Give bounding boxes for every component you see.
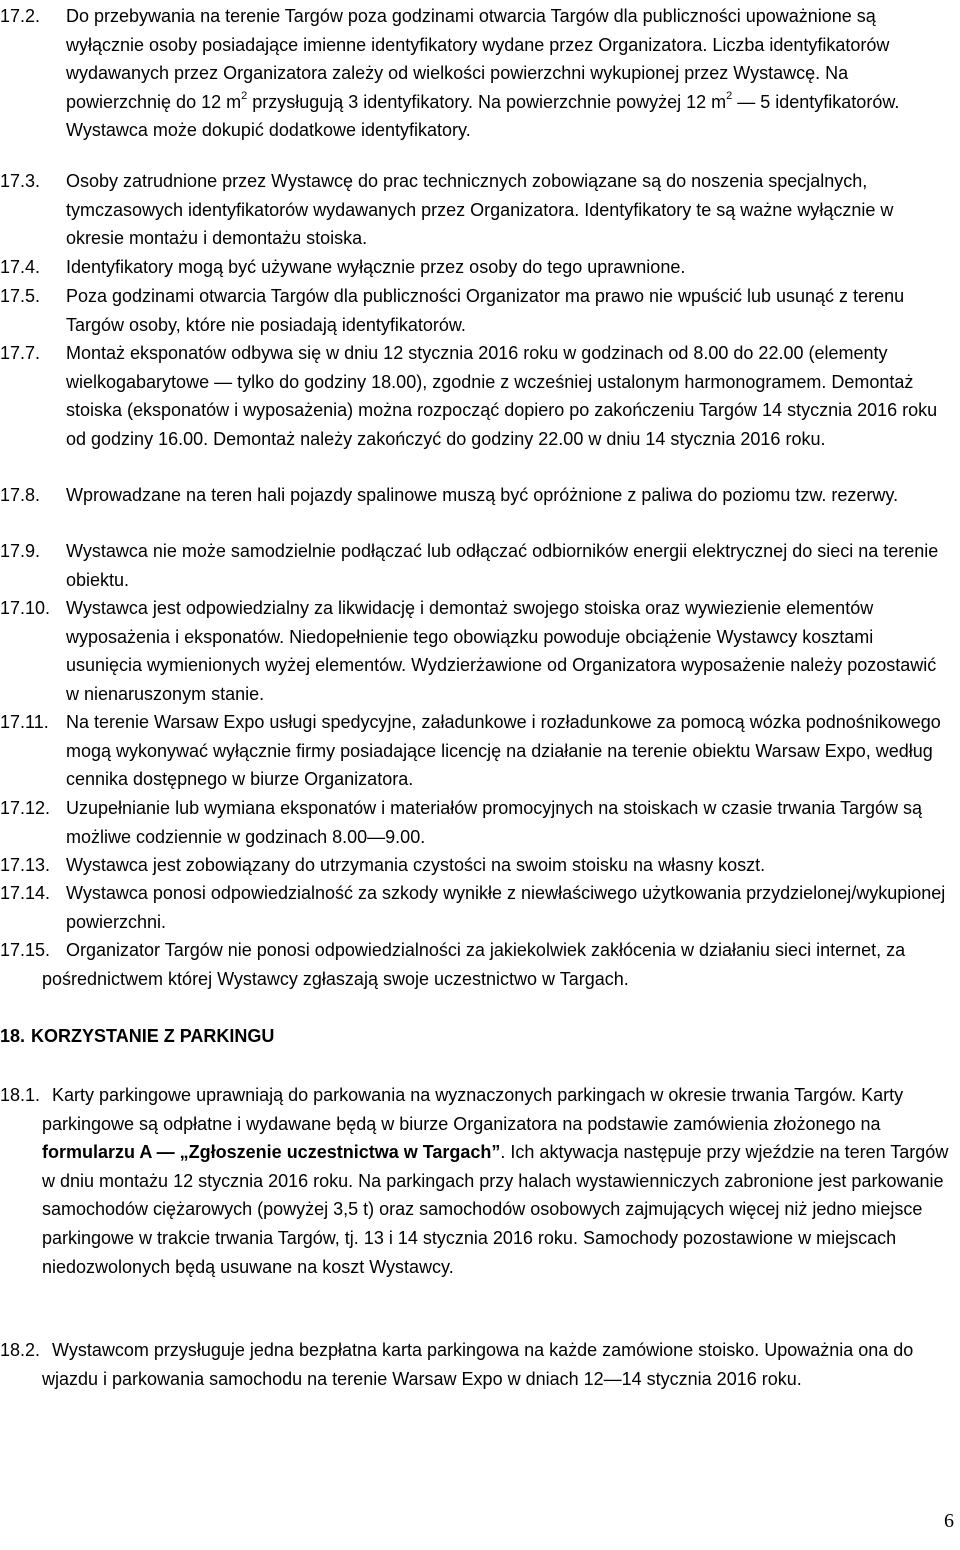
clause-17-5 [0,282,952,339]
clause-text: Montaż eksponatów odbywa się w dniu 12 stycznia 2016 roku w godzinach od 8.00 do 22.00 (elementy wielkogabarytowe — tylko do godziny 18.00), zgodnie z wcześniej ustalonym harmonogramem. Demontaż stoiska (eksponatów i wyposażenia) można rozpocząć dopiero po zakończeniu Targów 14 stycznia 2016 roku od godziny 16.00. Demontaż należy zakończyć do godziny 22.00 w dniu 14 stycznia 2016 roku. [66,343,938,449]
clause-17-4 [0,253,952,282]
clause-text: Karty parkingowe uprawniają do parkowania na wyznaczonych parkingach w okresie trwania Targów. Karty parkingowe są odpłatne i wydawane będą w biurze Organizatora na podstawie zamówienia złożonego na formularzu A — „Zgłoszenie uczestnictwa w Targach”. Ich aktywacja następuje przy wjeździe na teren Targów w dniu montażu 12 stycznia 2016 roku. Na parkingach przy halach wystawienniczych zabronione jest parkowanie samochodów ciężarowych (powyżej 3,5 t) oraz samochodów osobowych zajmujących więcej niż jedno miejsce parkingowe w trakcie trwania Targów, tj. 13 i 14 stycznia 2016 roku. Samochody pozostawione w miejscach niedozwolonych będą usuwane na koszt Wystawcy. [42,1085,949,1277]
clause-number: 18.2. [0,1340,41,1360]
clause-text: Wystawca nie może samodzielnie podłączać lub odłączać odbiorników energii elektrycznej do sieci na terenie obiektu. [66,541,939,590]
clause-17-14 [0,879,952,936]
clause-text: Na terenie Warsaw Expo usługi spedycyjne, załadunkowe i rozładunkowe za pomocą wózka podnośnikowego mogą wykonywać wyłącznie firmy posiadające licencję na działanie na terenie obiektu Warsaw Expo, według cennika dostępnego w biurze Organizatora. [66,712,941,790]
clause-17-9 [0,537,952,594]
clause-text: Poza godzinami otwarcia Targów dla publiczności Organizator ma prawo nie wpuścić lub usunąć z terenu Targów osoby, które nie posiadają identyfikatorów. [66,286,905,335]
clause-text: Wystawca jest odpowiedzialny za likwidację i demontaż swojego stoiska oraz wywiezienie elementów wyposażenia i eksponatów. Niedopełnienie tego obowiązku powoduje obciążenie Wystawcy kosztami usunięcia wymienionych wyżej elementów. Wydzierżawione od Organizatora wyposażenie należy pozostawić w nienaruszonym stanie. [66,598,937,704]
clause-number: 17.15. [0,940,51,960]
clause-18-2 [0,1336,952,1393]
clause-number: 17.8. [0,485,41,505]
superscript: 2 [241,89,248,102]
clause-number: 17.14. [0,883,51,903]
clause-text: Wystawca ponosi odpowiedzialność za szkody wynikłe z niewłaściwego użytkowania przydzielonej/wykupionej powierzchni. [66,883,946,932]
clause-number: 17.2. [0,6,41,26]
clause-17-7 [0,339,952,453]
section-heading [0,1022,274,1050]
clause-17-10 [0,594,952,708]
clause-number: 18.1. [0,1085,41,1105]
clause-text: Osoby zatrudnione przez Wystawcę do prac technicznych zobowiązane są do noszenia specjalnych, tymczasowych identyfikatorów wydawanych przez Organizatora. Identyfikatory te są ważne wyłącznie w okresie montażu i demontażu stoiska. [66,171,894,249]
form-reference: formularzu A — „Zgłoszenie uczestnictwa w Targach” [42,1142,501,1163]
clause-17-2 [0,2,952,145]
section-number: 18. [0,1026,26,1046]
page-number: 6 [944,1510,954,1532]
clause-number: 17.7. [0,343,41,363]
clause-number: 17.10. [0,598,51,618]
clause-text: Uzupełnianie lub wymiana eksponatów i materiałów promocyjnych na stoiskach w czasie trwania Targów są możliwe codziennie w godzinach 8.00—9.00. [66,798,923,847]
clause-text: Wystawca jest zobowiązany do utrzymania czystości na swoim stoisku na własny koszt. [66,855,766,875]
clause-text: Wprowadzane na teren hali pojazdy spalinowe muszą być opróżnione z paliwa do poziomu tzw. rezerwy. [66,485,899,505]
clause-number: 17.12. [0,798,51,818]
clause-17-12 [0,794,952,851]
clause-number: 17.9. [0,541,41,561]
clause-text: Identyfikatory mogą być używane wyłącznie przez osoby do tego uprawnione. [66,257,686,277]
clause-text: Wystawcom przysługuje jedna bezpłatna karta parkingowa na każde zamówione stoisko. Upoważnia ona do wjazdu i parkowania samochodu na terenie Warsaw Expo w dniach 12—14 stycznia 2016 roku. [42,1340,914,1389]
clause-17-11 [0,708,952,794]
clause-text: Do przebywania na terenie Targów poza godzinami otwarcia Targów dla publiczności upoważnione są wyłącznie osoby posiadające imienne identyfikatory wydane przez Organizatora. Liczba identyfikatorów wydawanych przez Organizatora zależy od wielkości powierzchni wykupionej przez Wystawcę. Na powierzchnię do 12 $m^2$ przysługują 3 identyfikatory. Na powierzchnie powyżej 12 $m^2$ — 5 identyfikatorów. Wystawca może dokupić dodatkowe identyfikatory. [66,6,900,141]
clause-number: 17.11. [0,712,49,732]
clause-18-1 [0,1081,952,1281]
clause-number: 17.3. [0,171,41,191]
clause-17-15 [0,936,952,993]
clause-number: 17.5. [0,286,41,306]
superscript: 2 [726,89,733,102]
clause-17-3 [0,167,952,253]
clause-17-13 [0,851,952,880]
section-title: KORZYSTANIE Z PARKINGU [31,1026,275,1046]
clause-17-8 [0,481,952,510]
clause-text: Organizator Targów nie ponosi odpowiedzialności za jakiekolwiek zakłócenia w działaniu sieci internet, za pośrednictwem której Wystawcy zgłaszają swoje uczestnictwo w Targach. [42,940,906,989]
clause-number: 17.4. [0,257,41,277]
clause-number: 17.13. [0,855,51,875]
